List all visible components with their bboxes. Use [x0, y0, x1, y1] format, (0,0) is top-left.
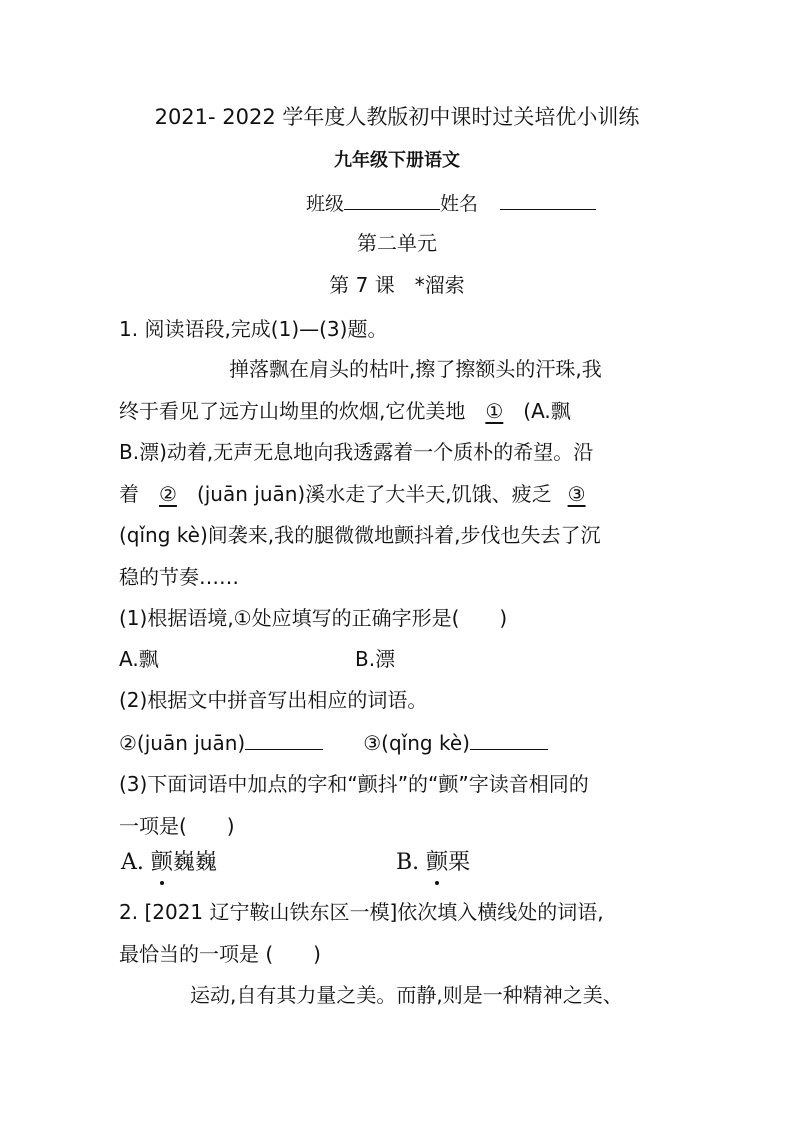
- q1-sub1: (1)根据语境,①处应填写的正确字形是( ): [119, 606, 508, 630]
- class-blank[interactable]: [344, 189, 440, 210]
- name-blank[interactable]: [500, 189, 596, 210]
- q2-stem: 2. [2021 辽宁鞍山铁东区一模]依次填入横线处的词语,: [119, 900, 604, 924]
- option-letter: A.: [121, 850, 151, 875]
- q2-passage-line: 运动,自有其力量之美。而静,则是一种精神之美、: [190, 983, 623, 1007]
- blank-2[interactable]: ②: [159, 482, 177, 506]
- sub2-a-label: ②(juān juān): [119, 731, 246, 755]
- q1-para-line: [119, 398, 571, 424]
- q1-sub2-answers: [119, 729, 548, 756]
- q1-sub1-option-a[interactable]: A.飘: [119, 647, 159, 671]
- unit-heading: 第二单元: [357, 231, 437, 255]
- dotted-char: 颤: [426, 850, 449, 875]
- option-text: 栗: [448, 850, 471, 875]
- class-label: 班级: [306, 193, 345, 215]
- blank-1[interactable]: ①: [485, 399, 504, 423]
- text-run: (juān juān)溪水走了大半天,饥饿、疲乏: [196, 482, 552, 506]
- name-label: 姓名: [440, 193, 479, 215]
- lesson-heading: 第 7 课 *溜索: [329, 273, 465, 297]
- q1-sub3: 一项是( ): [119, 814, 235, 838]
- q1-sub3: (3)下面词语中加点的字和“颤抖”的“颤”字读音相同的: [119, 772, 589, 796]
- q1-para-line: 稳的节奏……: [119, 565, 239, 589]
- q1-sub2: (2)根据文中拼音写出相应的词语。: [119, 688, 428, 712]
- q2-stem: 最恰当的一项是 ( ): [119, 942, 321, 966]
- q1-sub1-option-b[interactable]: B.漂: [355, 647, 396, 671]
- dotted-char: 颤: [150, 850, 173, 875]
- q1-stem: 1. 阅读语段,完成(1)—(3)题。: [119, 317, 388, 341]
- q1-para-line: 掸落飘在肩头的枯叶,擦了擦额头的汗珠,我: [229, 357, 602, 381]
- sub2-a-blank[interactable]: [245, 729, 323, 750]
- text-run: 终于看见了远方山坳里的炊烟,它优美地: [119, 399, 466, 423]
- text-run: 着: [119, 482, 139, 506]
- q1-para-line: [119, 481, 588, 507]
- q1-para-line: (qǐng kè)间袭来,我的腿微微地颤抖着,步伐也失去了沉: [119, 523, 601, 547]
- blank-3[interactable]: ③: [567, 482, 586, 506]
- class-name-line: [306, 189, 596, 217]
- q1-sub3-option-a[interactable]: [121, 850, 217, 876]
- sub2-b-blank[interactable]: [470, 729, 548, 750]
- doc-subtitle: 九年级下册语文: [334, 150, 460, 171]
- doc-title: 2021- 2022 学年度人教版初中课时过关培优小训练: [154, 105, 640, 129]
- option-text: 巍巍: [172, 850, 217, 875]
- sub2-b-label: ③(qǐng kè): [363, 731, 470, 755]
- q1-para-line: B.漂)动着,无声无息地向我透露着一个质朴的希望。沿: [119, 440, 594, 464]
- option-letter: B.: [396, 850, 427, 875]
- q1-sub3-option-b[interactable]: [396, 850, 470, 876]
- text-run: (A.飘: [523, 399, 571, 423]
